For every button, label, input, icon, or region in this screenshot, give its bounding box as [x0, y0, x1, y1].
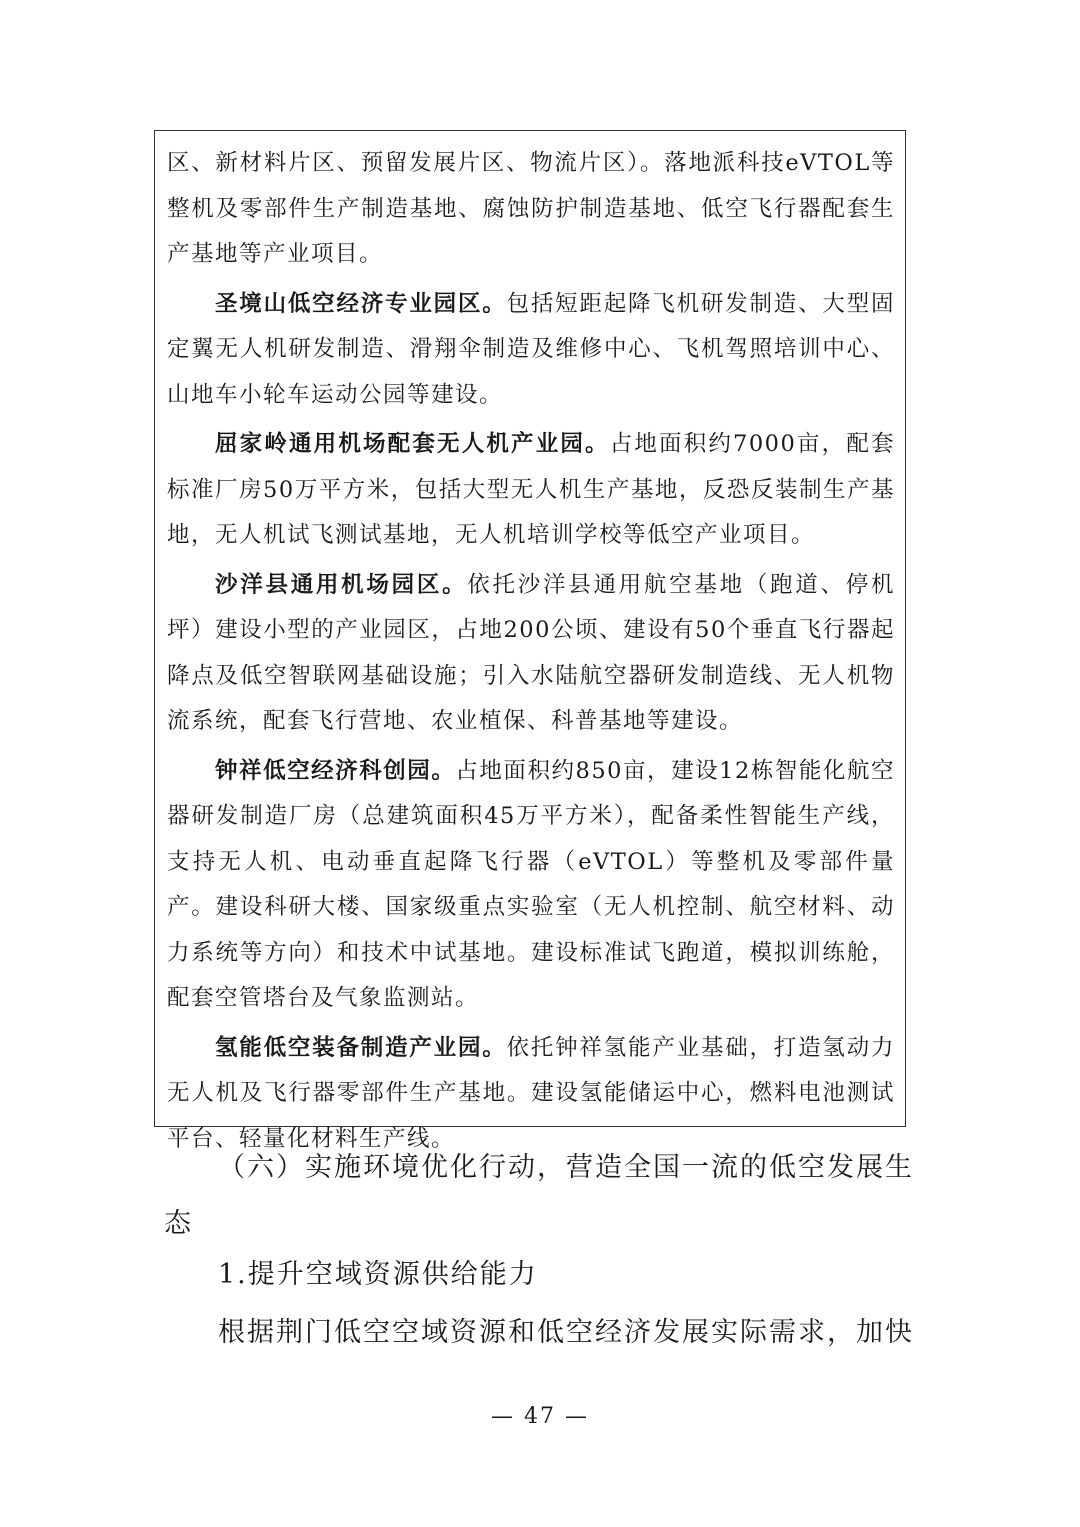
project-title: 沙洋县通用机场园区。	[215, 571, 468, 598]
section-heading: （六）实施环境优化行动，营造全国一流的低空发展生态	[164, 1152, 914, 1239]
project-title: 氢能低空装备制造产业园。	[215, 1034, 507, 1061]
sub-heading: 1.提升空域资源供给能力	[218, 1259, 538, 1290]
page-number: — 47 —	[491, 1404, 589, 1429]
project-text: 依托沙洋县通用航空基地（跑道、停机坪）建设小型的产业园区，占地200公顷、建设有50个垂直飞行器起降点及低空智联网基础设施；引入水陆航空器研发制造线、无人机物流系统，配套飞行营地、农业植保、科普基地等建设。	[167, 571, 895, 734]
project-paragraph-zhongxiang	[167, 749, 895, 1022]
project-title: 屈家岭通用机场配套无人机产业园。	[215, 431, 610, 457]
project-text: 占地面积约7000亩，配套标准厂房50万平方米，包括大型无人机生产基地，反恐反装制生产基地，无人机试飞测试基地，无人机培训学校等低空产业项目。	[167, 431, 895, 548]
body-paragraph: 根据荆门低空空域资源和低空经济发展实际需求，加快	[218, 1317, 914, 1348]
project-text: 占地面积约850亩，建设12栋智能化航空器研发制造厂房（总建筑面积45万平方米），配备柔性智能生产线，支持无人机、电动垂直起降飞行器（eVTOL）等整机及零部件量产。建设科研大楼、国家级重点实验室（无人机控制、航空材料、动力系统等方向）和技术中试基地。建设标准试飞跑道，模拟训练舱，配套空管塔台及气象监测站。	[167, 757, 895, 1011]
project-text: 依托钟祥氢能产业基础，打造氢动力无人机及飞行器零部件生产基地。建设氢能储运中心，燃料电池测试平台、轻量化材料生产线。	[167, 1034, 895, 1152]
project-paragraph-qujialing	[167, 422, 895, 559]
project-title: 圣境山低空经济专业园区。	[215, 290, 507, 317]
project-paragraph-shayang	[167, 563, 895, 745]
project-box	[154, 130, 906, 1152]
box-intro-paragraph: 区、新材料片区、预留发展片区、物流片区）。落地派科技eVTOL等整机及零部件生产制造基地、腐蚀防护制造基地、低空飞行器配套生产基地等产业项目。	[167, 150, 895, 267]
project-text: 包括短距起降飞机研发制造、大型固定翼无人机研发制造、滑翔伞制造及维修中心、飞机驾照培训中心、山地车小轮车运动公园等建设。	[167, 290, 895, 408]
project-title: 钟祥低空经济科创园。	[215, 757, 456, 784]
project-paragraph-shengjingshan	[167, 282, 895, 419]
